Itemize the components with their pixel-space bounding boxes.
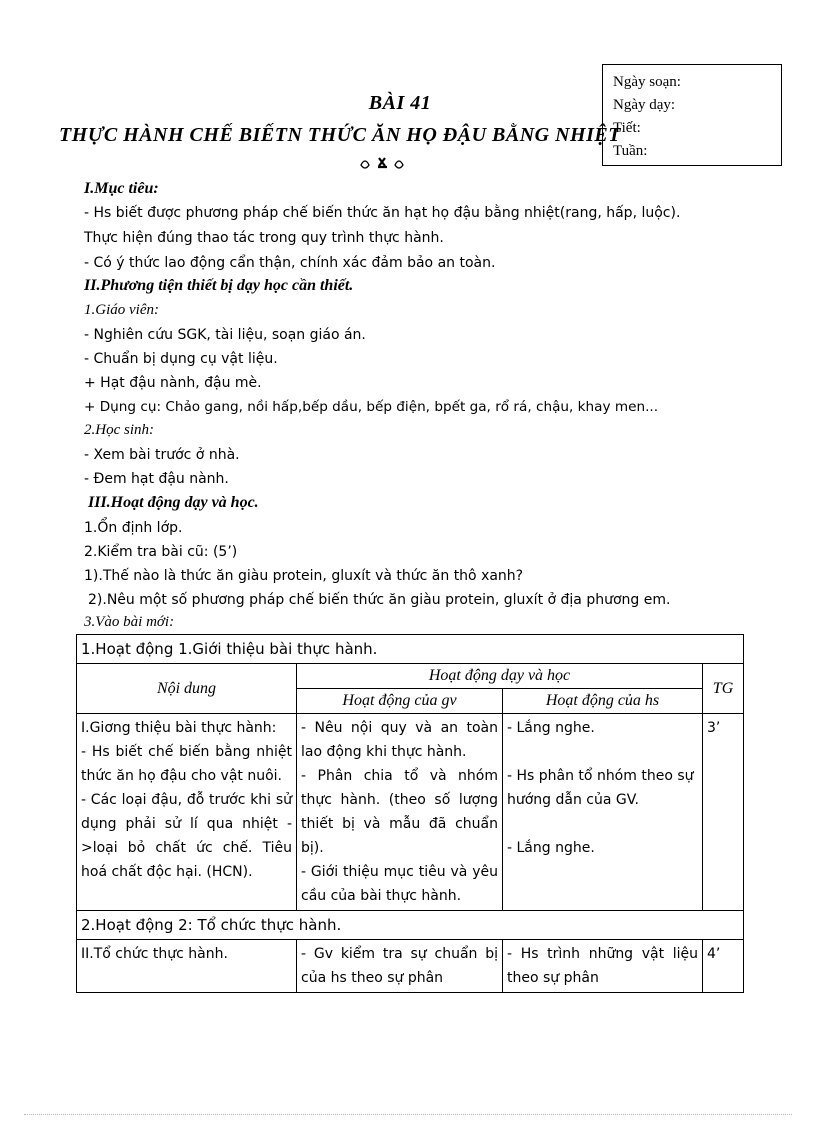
col-hoat-dong: Hoạt động dạy và học [297,664,703,689]
muc-tieu-heading: I.Mục tiêu: [84,180,159,197]
row2-tg: 4’ [703,940,744,993]
col-hs: Hoạt động của hs [503,689,703,714]
row1-tg: 3’ [703,714,744,911]
hoc-sinh-item-2: - Đem hạt đậu nành. [84,471,229,487]
table-header-row [77,664,744,689]
col-noi-dung: Nội dung [77,664,297,714]
giao-vien-item-3: + Hạt đậu nành, đậu mè. [84,375,262,391]
activity-2-title: 2.Hoạt động 2: Tổ chức thực hành. [77,911,744,940]
muc-tieu-line-3: - Có ý thức lao động cẩn thận, chính xác đảm bảo an toàn. [84,255,496,271]
col-tg: TG [703,664,744,714]
on-dinh-lop: 1.Ổn định lớp. [84,520,183,536]
activity-1-row [77,635,744,664]
muc-tieu-line-2: Thực hiện đúng thao tác trong quy trình thực hành. [84,230,444,246]
activity-2-row [77,911,744,940]
table-row [77,940,744,993]
page-bottom-divider [24,1114,792,1115]
giao-vien-heading: 1.Giáo viên: [84,302,159,318]
muc-tieu-line-1: - Hs biết được phương pháp chế biến thức ăn hạt họ đậu bằng nhiệt(rang, hấp, luộc). [84,205,681,221]
row2-gv: - Gv kiểm tra sự chuẩn bị của hs theo sự phân [297,940,503,993]
hoat-dong-heading: III.Hoạt động dạy và học. [88,494,259,511]
hoc-sinh-item-1: - Xem bài trước ở nhà. [84,447,240,463]
giao-vien-item-4: + Dụng cụ: Chảo gang, nồi hấp,bếp dầu, bếp điện, bpết ga, rổ rá, chậu, khay men... [84,399,659,415]
lesson-activity-table [76,634,744,993]
ngay-soan-label: Ngày soạn: [613,74,681,90]
row1-gv: - Nêu nội quy và an toàn lao động khi thực hành. - Phân chia tổ và nhóm thực hành. (theo số lượng thiết bị và mẫu đã chuẩn bị). - Giới thiệu mục tiêu và yêu cầu của bài thực hành. [297,714,503,911]
ornament-icon [355,155,415,175]
hoc-sinh-heading: 2.Học sinh: [84,422,154,438]
row2-noi-dung: II.Tổ chức thực hành. [77,940,297,993]
tuan-label: Tuần: [613,143,648,159]
col-gv: Hoạt động của gv [297,689,503,714]
row1-hs: - Lắng nghe. - Hs phân tổ nhóm theo sự hướng dẫn của GV. - Lắng nghe. [503,714,703,911]
vao-bai-moi: 3.Vào bài mới: [84,614,175,630]
kiem-tra-bai-cu: 2.Kiểm tra bài cũ: (5’) [84,544,238,560]
ngay-day-label: Ngày dạy: [613,97,676,113]
giao-vien-item-1: - Nghiên cứu SGK, tài liệu, soạn giáo án. [84,327,366,343]
tiet-label: Tiết: [613,120,641,136]
table-row [77,714,744,911]
question-2: 2).Nêu một số phương pháp chế biến thức ăn giàu protein, gluxít ở địa phương em. [88,592,671,608]
activity-1-title: 1.Hoạt động 1.Giới thiệu bài thực hành. [77,635,744,664]
lesson-number: BÀI 41 [368,92,432,114]
row1-noi-dung: I.Giơng thiệu bài thực hành: - Hs biết chế biến bằng nhiệt thức ăn họ đậu cho vật nuôi. - Các loại đậu, đỗ trước khi sử dụng phải sử lí qua nhiệt ->loại bỏ chất ức chế. Tiêu hoá chất độc hại. (HCN). [77,714,297,911]
lesson-title: THỰC HÀNH CHẾ BIẾTN THỨC ĂN HỌ ĐẬU BẰNG NHIỆT [59,124,621,146]
lesson-info-box [602,64,782,166]
phuong-tien-heading: II.Phương tiện thiết bị dạy học cần thiết. [84,277,354,294]
row2-hs: - Hs trình những vật liệu theo sự phân [503,940,703,993]
question-1: 1).Thế nào là thức ăn giàu protein, gluxít và thức ăn thô xanh? [84,568,524,584]
giao-vien-item-2: - Chuẩn bị dụng cụ vật liệu. [84,351,278,367]
